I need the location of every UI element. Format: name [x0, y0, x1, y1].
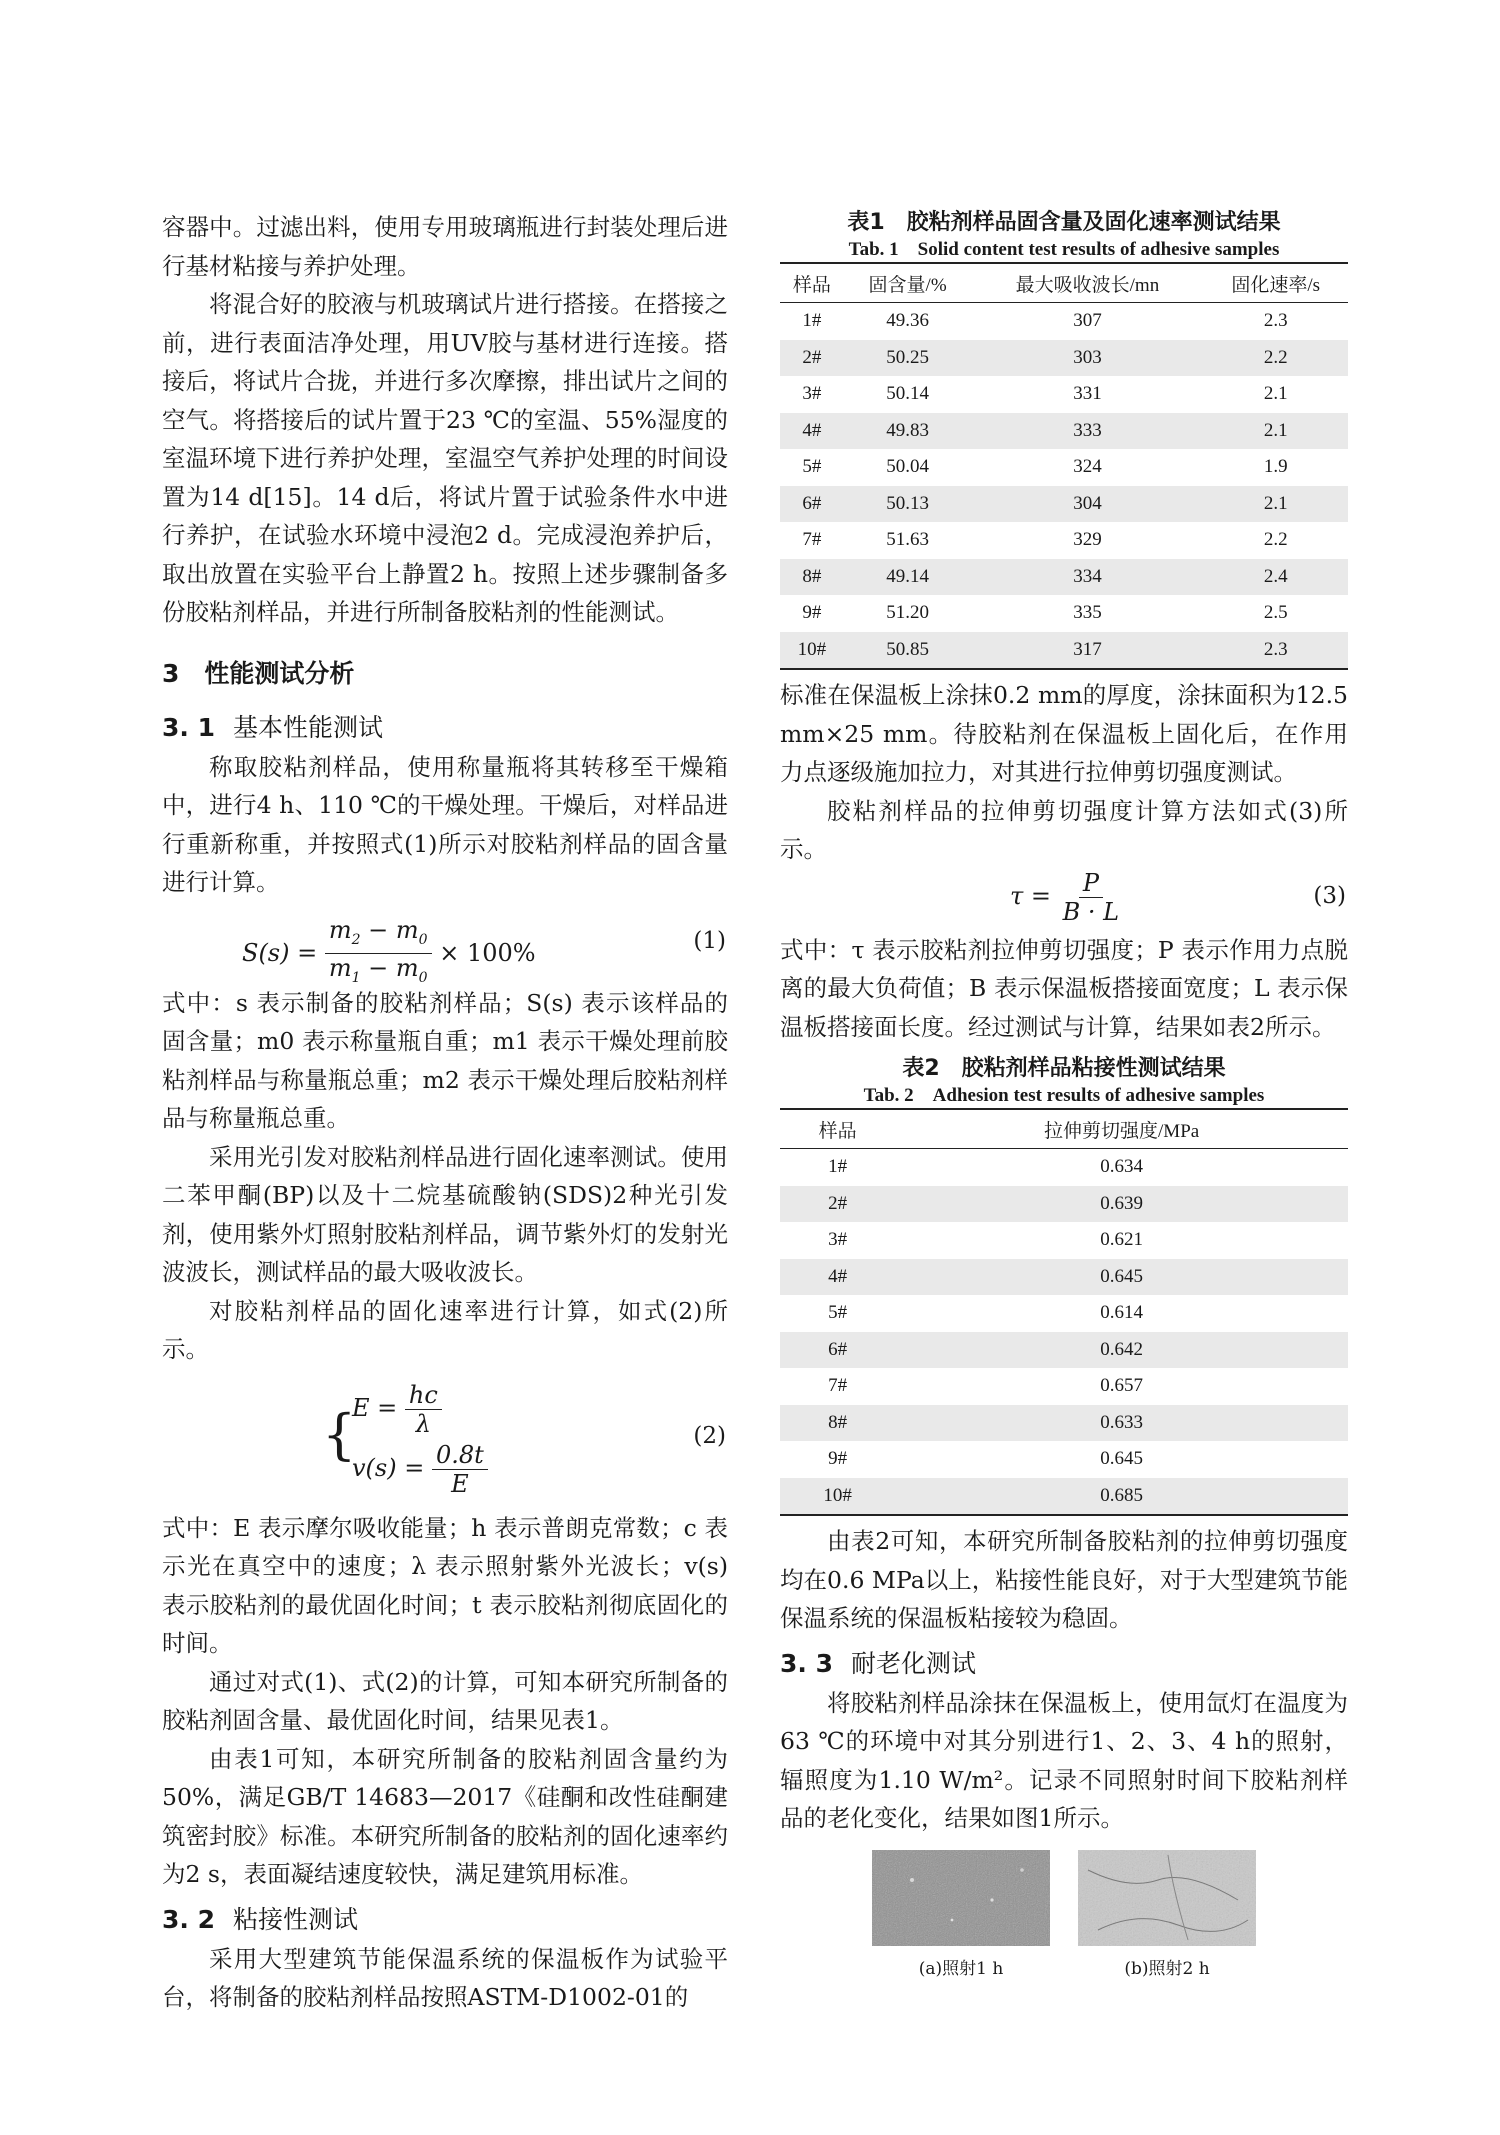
table-cell: 2.1 — [1203, 486, 1348, 523]
equation-number: (2) — [693, 1422, 726, 1449]
table-cell: 10# — [780, 632, 844, 670]
figure-panel-b — [1078, 1850, 1256, 1979]
column-header: 固化速率/s — [1203, 263, 1348, 303]
subsection-number: 3. 2 — [162, 1904, 215, 1934]
table-cell: 49.36 — [886, 310, 929, 332]
table-cell: 49.14 — [844, 559, 972, 596]
table-row — [780, 486, 1348, 523]
table-cell: 5# — [802, 456, 822, 478]
subsection-title: 粘接性测试 — [233, 1904, 359, 1934]
table-cell: 303 — [971, 340, 1203, 377]
paragraph: 标准在保温板上涂抹0.2 mm的厚度，涂抹面积为12.5 mm×25 mm。待胶粘剂在保温板上固化后，在作用力点逐级施加拉力，对其进行拉伸剪切强度测试。 — [780, 681, 1348, 786]
table-cell: 51.20 — [886, 602, 929, 624]
section-heading: 3 性能测试分析 — [162, 658, 355, 688]
table-row — [780, 1186, 1348, 1223]
table-cell: 50.14 — [886, 383, 929, 405]
paragraph: 胶粘剂样品的拉伸剪切强度计算方法如式(3)所示。 — [780, 796, 1348, 863]
table-cell: 3# — [802, 383, 822, 405]
table-cell: 0.657 — [1100, 1375, 1143, 1397]
table-row — [780, 449, 1348, 486]
subsection-heading — [162, 708, 728, 748]
table-1 — [780, 262, 1348, 670]
subsection-title: 耐老化测试 — [851, 1648, 977, 1678]
table-row — [780, 1332, 1348, 1369]
table-cell: 2# — [780, 1186, 895, 1223]
paragraph: 式中：E 表示摩尔吸收能量；h 表示普朗克常数；c 表示光在真空中的速度；λ 表示照射紫外光波长；v(s) 表示胶粘剂的最优固化时间；t 表示胶粘剂彻底固化的时间。 — [162, 1513, 728, 1657]
aging-photo-1h — [872, 1850, 1050, 1946]
table-cell: 9# — [802, 602, 822, 624]
table-cell: 0.645 — [1100, 1448, 1143, 1470]
table-row — [780, 1149, 1348, 1186]
table-row — [780, 632, 1348, 670]
table-row — [780, 559, 1348, 596]
table-cell: 2.2 — [1203, 340, 1348, 377]
table-row — [780, 1405, 1348, 1442]
table-row — [780, 1441, 1348, 1478]
subsection-number: 3. 3 — [780, 1648, 833, 1678]
paragraph: 称取胶粘剂样品，使用称量瓶将其转移至干燥箱中，进行4 h、110 ℃的干燥处理。干燥后，对样品进行重新称重，并按照式(1)所示对胶粘剂样品的固含量进行计算。 — [162, 752, 728, 896]
table-cell: 50.04 — [886, 456, 929, 478]
figure-caption: (b)照射2 h — [1124, 1958, 1210, 1979]
right-column — [780, 208, 1348, 1979]
paragraph: 式中：s 表示制备的胶粘剂样品；S(s) 表示该样品的固含量；m0 表示称量瓶自重；m1 表示干燥处理前胶粘剂样品与称量瓶总重；m2 表示干燥处理后胶粘剂样品与称量瓶总重。 — [162, 988, 728, 1132]
table-cell: 10# — [780, 1478, 895, 1516]
paragraph: 由表1可知，本研究所制备的胶粘剂固含量约为50%，满足GB/T 14683—2017《硅酮和改性硅酮建筑密封胶》标准。本研究所制备的胶粘剂的固化速率约为2 s，表面凝结速度较快，满足建筑用标准。 — [162, 1744, 728, 1888]
table-cell: 2.1 — [1203, 413, 1348, 450]
table-cell: 1# — [802, 310, 822, 332]
table-header-row — [780, 1109, 1348, 1149]
table-cell: 7# — [828, 1375, 848, 1397]
figure-1 — [780, 1850, 1348, 1979]
table-row — [780, 1368, 1348, 1405]
table-cell: 1.9 — [1263, 456, 1288, 478]
table2-caption: 表2 胶粘剂样品粘接性测试结果 — [902, 1056, 1226, 1081]
table-cell: 3# — [828, 1229, 848, 1251]
table-cell: 0.642 — [895, 1332, 1348, 1369]
table-cell: 1# — [828, 1156, 848, 1178]
paragraph: 通过对式(1)、式(2)的计算，可知本研究所制备的胶粘剂固含量、最优固化时间，结果见表1。 — [162, 1667, 728, 1734]
table-row — [780, 376, 1348, 413]
equation-1: S(s) = $\frac{m_2 - m_0}{m_1 - m_0}$ × 100% (1) — [242, 915, 726, 987]
table-cell: 331 — [1073, 383, 1102, 405]
table-cell: 4# — [780, 413, 844, 450]
table-cell: 8# — [780, 559, 844, 596]
table-row — [780, 413, 1348, 450]
table-cell: 334 — [971, 559, 1203, 596]
table-row — [780, 522, 1348, 559]
table-cell: 50.25 — [844, 340, 972, 377]
paragraph: 采用大型建筑节能保温系统的保温板作为试验平台，将制备的胶粘剂样品按照ASTM-D1002-01的 — [162, 1944, 728, 2011]
table-cell: 6# — [780, 1332, 895, 1369]
table-cell: 8# — [780, 1405, 895, 1442]
table-cell: 4# — [780, 1259, 895, 1296]
column-header: 样品 — [780, 263, 844, 303]
table-cell: 2.2 — [1263, 529, 1288, 551]
table-cell: 2.3 — [1203, 632, 1348, 670]
table-row — [780, 1478, 1348, 1516]
table-cell: 0.634 — [1100, 1156, 1143, 1178]
table-cell: 49.83 — [844, 413, 972, 450]
column-header: 最大吸收波长/mn — [971, 263, 1203, 303]
paragraph: 式中：τ 表示胶粘剂拉伸剪切强度；P 表示作用力点脱离的最大负荷值；B 表示保温板搭接面宽度；L 表示保温板搭接面长度。经过测试与计算，结果如表2所示。 — [780, 935, 1348, 1041]
table-cell: 2.1 — [1263, 383, 1288, 405]
paragraph: 容器中。过滤出料，使用专用玻璃瓶进行封装处理后进行基材粘接与养护处理。 — [162, 213, 728, 280]
table-cell: 50.13 — [844, 486, 972, 523]
table-cell: 317 — [971, 632, 1203, 670]
table-cell: 0.639 — [895, 1186, 1348, 1223]
paragraph: 采用光引发对胶粘剂样品进行固化速率测试。使用二苯甲酮(BP)以及十二烷基硫酸钠(SDS)2种光引发剂，使用紫外灯照射胶粘剂样品，调节紫外灯的发射光波波长，测试样品的最大吸收波长。 — [162, 1142, 728, 1286]
equation-2: { E = $\frac{hc}{\lambda}$ v(s) = $\frac{0.8t}{E}$ (2) — [322, 1380, 726, 1498]
table-cell: 7# — [802, 529, 822, 551]
table-cell: 304 — [971, 486, 1203, 523]
table1-caption: 表1 胶粘剂样品固含量及固化速率测试结果 — [847, 210, 1281, 235]
table-cell: 2.4 — [1203, 559, 1348, 596]
column-header: 拉伸剪切强度/MPa — [895, 1109, 1348, 1149]
table-cell: 2.3 — [1263, 310, 1288, 332]
table1-caption-en: Tab. 1 Solid content test results of adhesive samples — [848, 239, 1280, 260]
left-column — [162, 208, 728, 2017]
column-header: 样品 — [780, 1109, 895, 1149]
paragraph: 将胶粘剂样品涂抹在保温板上，使用氙灯在温度为63 ℃的环境中对其分别进行1、2、3、4 h的照射，辐照度为1.10 W/m²。记录不同照射时间下胶粘剂样品的老化变化，结果如图1所示。 — [780, 1688, 1348, 1832]
table-cell: 324 — [1073, 456, 1102, 478]
subsection-heading — [162, 1900, 728, 1940]
table-row — [780, 1222, 1348, 1259]
table-cell: 333 — [971, 413, 1203, 450]
aging-photo-2h — [1078, 1850, 1256, 1946]
paragraph: 由表2可知，本研究所制备胶粘剂的拉伸剪切强度均在0.6 MPa以上，粘接性能良好，对于大型建筑节能保温系统的保温板粘接较为稳固。 — [780, 1527, 1348, 1632]
table-cell: 5# — [828, 1302, 848, 1324]
table-cell: 307 — [1073, 310, 1102, 332]
table-row — [780, 1259, 1348, 1296]
table-cell: 0.633 — [895, 1405, 1348, 1442]
table-cell: 2.5 — [1263, 602, 1288, 624]
subsection-heading — [780, 1644, 1348, 1684]
table-row — [780, 595, 1348, 632]
paragraph: 对胶粘剂样品的固化速率进行计算，如式(2)所示。 — [162, 1296, 728, 1363]
figure-panel-a — [872, 1850, 1050, 1979]
paragraph: 将混合好的胶液与机玻璃试片进行搭接。在搭接之前，进行表面洁净处理，用UV胶与基材进行连接。搭接后，将试片合拢，并进行多次摩擦，排出试片之间的空气。将搭接后的试片置于23 ℃的室温、55%湿度的室温环境下进行养护处理，室温空气养护处理的时间设置为14 d[15]。14 d后，将试片置于试验条件水中进行养护，在试验水环境中浸泡2 d。完成浸泡养护后，取出放置在实验平台上静置2 h。按照上述步骤制备多份胶粘剂样品，并进行所制备胶粘剂的性能测试。 — [162, 290, 728, 626]
table-cell: 0.645 — [895, 1259, 1348, 1296]
equation-number: (3) — [1313, 882, 1346, 909]
column-header: 固含量/% — [844, 263, 972, 303]
table-cell: 0.685 — [895, 1478, 1348, 1516]
table-row — [780, 340, 1348, 377]
table-cell: 6# — [780, 486, 844, 523]
subsection-number: 3. 1 — [162, 712, 215, 742]
figure-caption: (a)照射1 h — [918, 1958, 1004, 1979]
table-cell: 51.63 — [886, 529, 929, 551]
table-cell: 329 — [1073, 529, 1102, 551]
table-cell: 2# — [780, 340, 844, 377]
equation-3: τ = $\frac{P}{B \cdot L}$ (3) — [1010, 868, 1346, 926]
table-cell: 335 — [1073, 602, 1102, 624]
equation-number: (1) — [693, 927, 726, 954]
table-cell: 9# — [828, 1448, 848, 1470]
table-cell: 0.621 — [1100, 1229, 1143, 1251]
table2-caption-en: Tab. 2 Adhesion test results of adhesive samples — [863, 1085, 1265, 1106]
table-row — [780, 303, 1348, 340]
table-cell: 0.614 — [1100, 1302, 1143, 1324]
table-row — [780, 1295, 1348, 1332]
table-cell: 50.85 — [844, 632, 972, 670]
subsection-title: 基本性能测试 — [233, 712, 384, 742]
table-header-row — [780, 263, 1348, 303]
table-2 — [780, 1108, 1348, 1516]
